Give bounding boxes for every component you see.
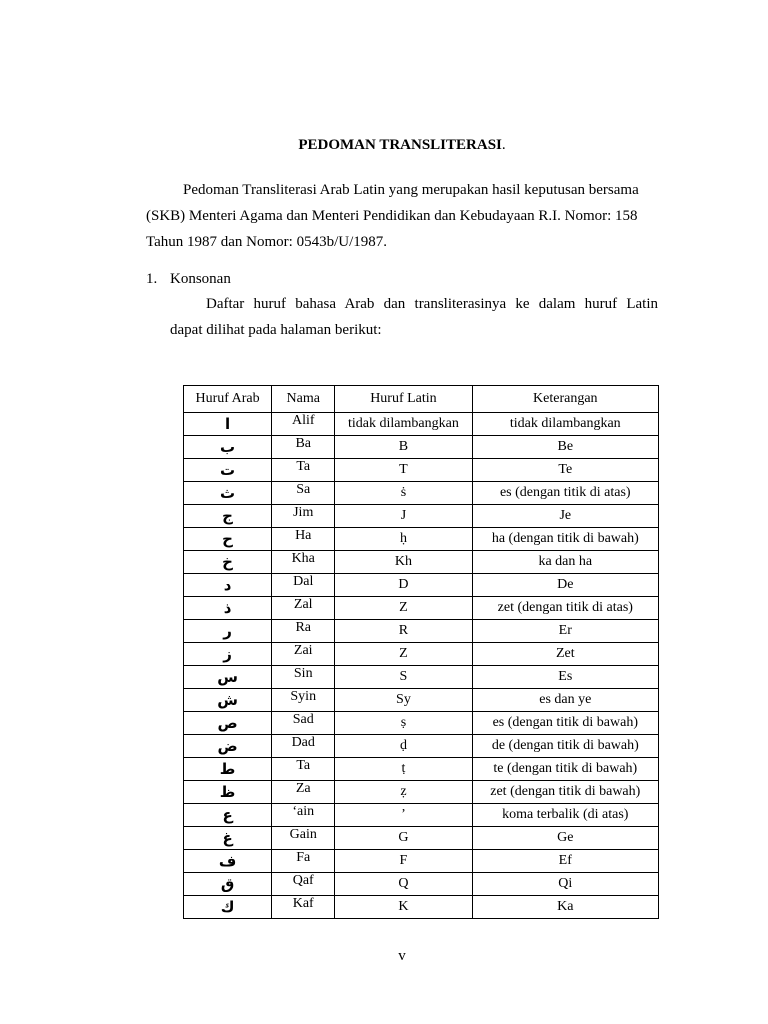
section-desc-line-1: Daftar huruf bahasa Arab dan transliterasinya ke dalam huruf Latin (206, 296, 658, 312)
cell-huruf-latin: F (335, 850, 472, 873)
cell-nama: Sad (272, 712, 335, 735)
cell-nama: Qaf (272, 873, 335, 896)
cell-huruf-latin: ẓ (335, 781, 472, 804)
page-number: v (398, 948, 406, 964)
cell-huruf-latin: Q (335, 873, 472, 896)
table-row (184, 413, 659, 436)
cell-nama: Jim (272, 505, 335, 528)
cell-huruf-latin: ḥ (335, 528, 472, 551)
section-title: Konsonan (170, 271, 231, 287)
table-row (184, 850, 659, 873)
cell-nama: Sin (272, 666, 335, 689)
cell-huruf-latin: K (335, 896, 472, 919)
cell-huruf-arab: ج (184, 505, 272, 528)
cell-nama: Ta (272, 459, 335, 482)
cell-huruf-latin: G (335, 827, 472, 850)
table-row (184, 758, 659, 781)
cell-huruf-latin: T (335, 459, 472, 482)
table-row (184, 528, 659, 551)
table-row (184, 712, 659, 735)
cell-huruf-latin: ḍ (335, 735, 472, 758)
table-body (184, 413, 659, 919)
cell-nama: Kha (272, 551, 335, 574)
table-row (184, 896, 659, 919)
cell-huruf-arab: ك (184, 896, 272, 919)
cell-huruf-latin: Sy (335, 689, 472, 712)
section-number: 1. (146, 271, 158, 287)
section-desc-line-2: dapat dilihat pada halaman berikut: (170, 322, 382, 338)
cell-nama: Ra (272, 620, 335, 643)
cell-huruf-arab: ص (184, 712, 272, 735)
cell-huruf-arab: ض (184, 735, 272, 758)
table-row (184, 597, 659, 620)
cell-huruf-latin: tidak dilambangkan (335, 413, 472, 436)
cell-huruf-latin: D (335, 574, 472, 597)
cell-nama: Ta (272, 758, 335, 781)
cell-huruf-arab: ظ (184, 781, 272, 804)
table-row (184, 551, 659, 574)
cell-keterangan: Be (472, 436, 658, 459)
cell-keterangan: de (dengan titik di bawah) (472, 735, 658, 758)
cell-huruf-latin: S (335, 666, 472, 689)
cell-nama: Zal (272, 597, 335, 620)
table-row (184, 436, 659, 459)
cell-huruf-arab: ع (184, 804, 272, 827)
title-period: . (501, 137, 506, 153)
intro-line-2: (SKB) Menteri Agama dan Menteri Pendidikan dan Kebudayaan R.I. Nomor: 158 (146, 208, 638, 224)
cell-nama: Alif (272, 413, 335, 436)
cell-huruf-arab: ب (184, 436, 272, 459)
table-row (184, 620, 659, 643)
table-row (184, 873, 659, 896)
cell-keterangan: Ef (472, 850, 658, 873)
cell-keterangan: es dan ye (472, 689, 658, 712)
table-row (184, 482, 659, 505)
cell-nama: Kaf (272, 896, 335, 919)
cell-huruf-latin: ’ (335, 804, 472, 827)
transliteration-table (183, 385, 659, 919)
header-nama: Nama (272, 386, 335, 413)
cell-keterangan: Zet (472, 643, 658, 666)
header-keterangan: Keterangan (472, 386, 658, 413)
cell-huruf-arab: د (184, 574, 272, 597)
cell-huruf-arab: ط (184, 758, 272, 781)
cell-huruf-latin: B (335, 436, 472, 459)
cell-huruf-latin: Kh (335, 551, 472, 574)
cell-huruf-arab: ح (184, 528, 272, 551)
cell-keterangan: zet (dengan titik di atas) (472, 597, 658, 620)
cell-huruf-latin: Z (335, 643, 472, 666)
cell-keterangan: Ka (472, 896, 658, 919)
title-text: PEDOMAN TRANSLITERASI (298, 137, 502, 153)
table-row (184, 505, 659, 528)
table-row (184, 827, 659, 850)
cell-keterangan: tidak dilambangkan (472, 413, 658, 436)
cell-nama: Zai (272, 643, 335, 666)
cell-keterangan: koma terbalik (di atas) (472, 804, 658, 827)
cell-huruf-arab: ث (184, 482, 272, 505)
cell-huruf-latin: R (335, 620, 472, 643)
table-row (184, 643, 659, 666)
cell-keterangan: Ge (472, 827, 658, 850)
page-title (0, 137, 768, 154)
header-huruf-latin: Huruf Latin (335, 386, 472, 413)
cell-keterangan: Es (472, 666, 658, 689)
cell-nama: Syin (272, 689, 335, 712)
intro-line-1: Pedoman Transliterasi Arab Latin yang merupakan hasil keputusan bersama (183, 182, 639, 198)
cell-keterangan: zet (dengan titik di bawah) (472, 781, 658, 804)
table-row (184, 735, 659, 758)
cell-huruf-latin: ṣ (335, 712, 472, 735)
table-row (184, 804, 659, 827)
table-row (184, 781, 659, 804)
cell-keterangan: es (dengan titik di bawah) (472, 712, 658, 735)
cell-huruf-latin: ṭ (335, 758, 472, 781)
cell-huruf-latin: ṡ (335, 482, 472, 505)
table-row (184, 574, 659, 597)
table-header-row (184, 386, 659, 413)
cell-nama: Dal (272, 574, 335, 597)
cell-keterangan: ka dan ha (472, 551, 658, 574)
cell-nama: Fa (272, 850, 335, 873)
cell-nama: Dad (272, 735, 335, 758)
cell-huruf-arab: ش (184, 689, 272, 712)
intro-line-3: Tahun 1987 dan Nomor: 0543b/U/1987. (146, 234, 388, 250)
cell-keterangan: Je (472, 505, 658, 528)
cell-huruf-arab: ف (184, 850, 272, 873)
cell-keterangan: Er (472, 620, 658, 643)
cell-huruf-arab: ذ (184, 597, 272, 620)
cell-keterangan: Qi (472, 873, 658, 896)
cell-huruf-arab: غ (184, 827, 272, 850)
cell-huruf-arab: ز (184, 643, 272, 666)
cell-nama: Za (272, 781, 335, 804)
cell-keterangan: te (dengan titik di bawah) (472, 758, 658, 781)
table-row (184, 459, 659, 482)
cell-huruf-latin: J (335, 505, 472, 528)
cell-huruf-arab: ت (184, 459, 272, 482)
cell-keterangan: Te (472, 459, 658, 482)
cell-nama: ‘ain (272, 804, 335, 827)
cell-keterangan: De (472, 574, 658, 597)
table-row (184, 689, 659, 712)
cell-huruf-arab: ر (184, 620, 272, 643)
cell-huruf-latin: Z (335, 597, 472, 620)
cell-nama: Gain (272, 827, 335, 850)
cell-keterangan: ha (dengan titik di bawah) (472, 528, 658, 551)
cell-nama: Ha (272, 528, 335, 551)
header-huruf-arab: Huruf Arab (184, 386, 272, 413)
cell-huruf-arab: س (184, 666, 272, 689)
cell-keterangan: es (dengan titik di atas) (472, 482, 658, 505)
cell-huruf-arab: ا (184, 413, 272, 436)
table-row (184, 666, 659, 689)
cell-nama: Sa (272, 482, 335, 505)
cell-nama: Ba (272, 436, 335, 459)
cell-huruf-arab: خ (184, 551, 272, 574)
cell-huruf-arab: ق (184, 873, 272, 896)
